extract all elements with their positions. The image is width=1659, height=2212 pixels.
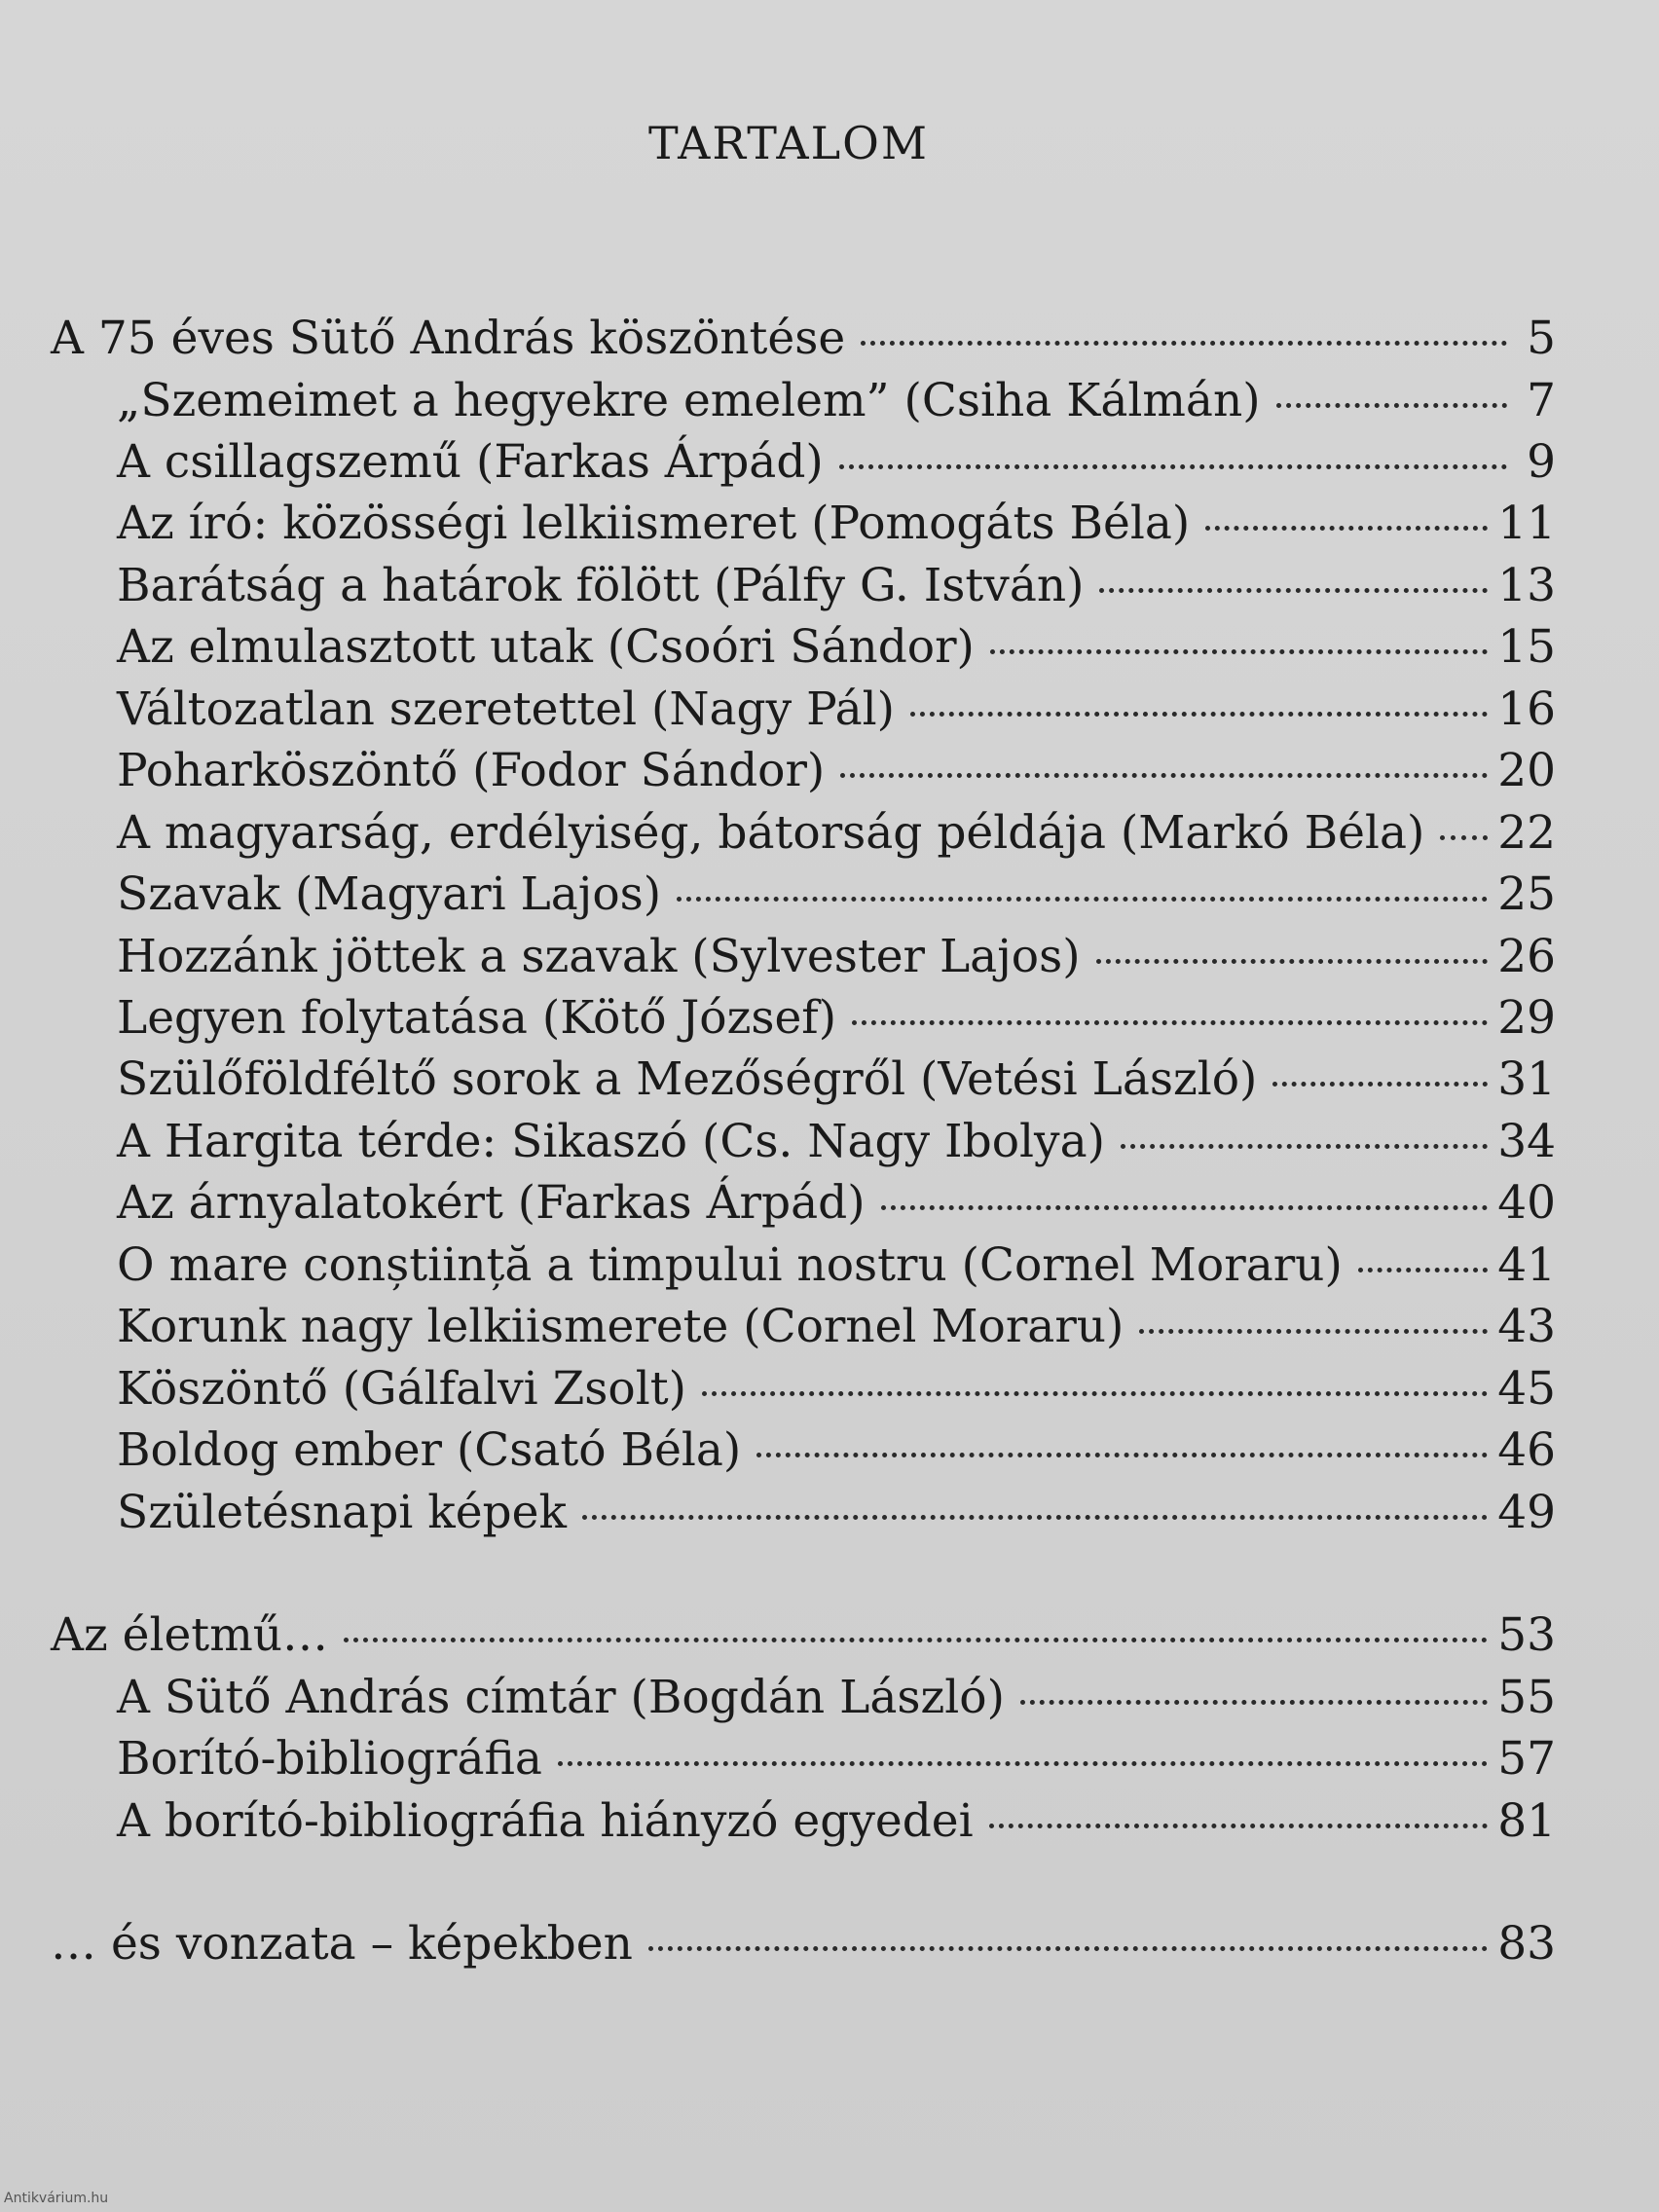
toc-entry-title: Az elmulasztott utak (Csoóri Sándor) (117, 620, 975, 674)
toc-entry (51, 310, 1556, 368)
toc-entry (117, 866, 1556, 924)
dot-leader (1020, 1700, 1488, 1705)
toc-page-number: 25 (1497, 867, 1556, 921)
toc-entry (117, 1669, 1556, 1727)
toc-entry-title: A magyarság, erdélyiség, bátorság példája (Markó Béla) (117, 806, 1425, 860)
toc-entry-title: Szavak (Magyari Lajos) (117, 867, 662, 921)
dot-leader (1358, 1268, 1488, 1272)
toc-entry-title: Poharköszöntő (Fodor Sándor) (117, 744, 826, 797)
dot-leader (881, 1205, 1489, 1210)
toc-entry-title: Változatlan szeretettel (Nagy Pál) (117, 682, 895, 736)
toc-entry (117, 433, 1556, 492)
dot-leader (1440, 835, 1488, 840)
toc-page-number: 26 (1497, 930, 1556, 983)
toc-entry (51, 1915, 1556, 1973)
toc-entry (117, 495, 1556, 553)
toc-entry (117, 1113, 1556, 1171)
toc-page-number: 45 (1497, 1362, 1556, 1416)
toc-entry (117, 989, 1556, 1048)
toc-page-number: 7 (1527, 374, 1556, 427)
toc-entry-title: A borító-bibliográfia hiányzó egyedei (117, 1794, 974, 1848)
toc-page-number: 31 (1497, 1052, 1556, 1106)
toc-page-number: 55 (1497, 1671, 1556, 1724)
toc-entry-title: Az életmű… (51, 1608, 329, 1662)
toc-page-number: 83 (1497, 1917, 1556, 1971)
toc-entry-title: Korunk nagy lelkiismerete (Cornel Moraru) (117, 1300, 1124, 1353)
dot-leader (1272, 1082, 1488, 1087)
toc-page-number: 29 (1497, 991, 1556, 1045)
toc-entry-title: A Sütő András címtár (Bogdán László) (117, 1671, 1005, 1724)
toc-entry (117, 742, 1556, 800)
dot-leader (990, 649, 1488, 654)
toc-entry-title: Boldog ember (Csató Béla) (117, 1423, 742, 1477)
toc-entry-title: Barátság a határok fölött (Pálfy G. István) (117, 559, 1085, 612)
toc-page-number: 49 (1497, 1486, 1556, 1539)
toc-page-number: 15 (1497, 620, 1556, 674)
toc-entry (117, 372, 1556, 430)
toc-page-number: 5 (1527, 312, 1556, 365)
toc-entry-title: „Szemeimet a hegyekre emelem” (Csiha Kálmán) (117, 374, 1261, 427)
dot-leader (1139, 1329, 1488, 1334)
toc-entry-title: Az árnyalatokért (Farkas Árpád) (117, 1176, 866, 1230)
dot-leader (702, 1391, 1488, 1396)
dot-leader (756, 1453, 1488, 1457)
dot-leader (852, 1020, 1488, 1025)
toc-page-number: 53 (1497, 1608, 1556, 1662)
toc-entry-title: Köszöntő (Gálfalvi Zsolt) (117, 1362, 686, 1416)
toc-entry (117, 804, 1556, 863)
dot-leader (677, 897, 1488, 902)
toc-entry (117, 557, 1556, 615)
dot-leader (1099, 588, 1488, 593)
dot-leader (582, 1515, 1488, 1520)
toc-entry (117, 1174, 1556, 1233)
toc-entry (117, 1236, 1556, 1295)
toc-entry (117, 1792, 1556, 1851)
toc-entry-title: Hozzánk jöttek a szavak (Sylvester Lajos) (117, 930, 1081, 983)
toc-entry (117, 1730, 1556, 1788)
toc-entry (117, 1421, 1556, 1480)
toc-entry (51, 1606, 1556, 1665)
dot-leader (1205, 526, 1488, 531)
toc-entry (117, 1051, 1556, 1109)
toc-entry (117, 1360, 1556, 1419)
toc-page-number: 46 (1497, 1423, 1556, 1477)
toc-entry (117, 1298, 1556, 1356)
toc-entry-title: … és vonzata – képekben (51, 1917, 633, 1971)
toc-page-number: 11 (1497, 497, 1556, 550)
toc-entry (117, 618, 1556, 677)
dot-leader (840, 773, 1488, 778)
dot-leader (1276, 403, 1507, 408)
toc-entry (117, 928, 1556, 986)
dot-leader (648, 1946, 1488, 1951)
toc-page-number: 81 (1497, 1794, 1556, 1848)
dot-leader (1096, 959, 1489, 964)
toc-entry-title: Szülőföldféltő sorok a Mezőségről (Vetési László) (117, 1052, 1258, 1106)
dot-leader (1121, 1144, 1488, 1149)
watermark-text: Antikvárium.hu (4, 2191, 109, 2206)
dot-leader (910, 712, 1488, 717)
dot-leader (344, 1638, 1488, 1642)
toc-entry-title: O mare conștiință a timpului nostru (Cornel Moraru) (117, 1238, 1343, 1292)
toc-entry-title: A Hargita térde: Sikaszó (Cs. Nagy Ibolya) (117, 1115, 1105, 1168)
toc-page-number: 20 (1497, 744, 1556, 797)
toc-page-number: 9 (1527, 435, 1556, 489)
toc-page-number: 57 (1497, 1732, 1556, 1786)
toc-page-number: 43 (1497, 1300, 1556, 1353)
toc-page-number: 22 (1497, 806, 1556, 860)
page-title: TARTALOM (648, 117, 929, 169)
toc-page-number: 40 (1497, 1176, 1556, 1230)
toc-entry-title: Legyen folytatása (Kötő József) (117, 991, 837, 1045)
toc-page-number: 16 (1497, 682, 1556, 736)
dot-leader (989, 1824, 1489, 1828)
toc-entry-title: A 75 éves Sütő András köszöntése (51, 312, 846, 365)
toc-entry (117, 1484, 1556, 1542)
toc-page-number: 34 (1497, 1115, 1556, 1168)
toc-page-number: 41 (1497, 1238, 1556, 1292)
toc-page-number: 13 (1497, 559, 1556, 612)
toc-entry-title: Születésnapi képek (117, 1486, 567, 1539)
dot-leader (839, 464, 1507, 469)
toc-entry-title: Borító-bibliográfia (117, 1732, 542, 1786)
dot-leader (861, 341, 1507, 346)
dot-leader (558, 1761, 1488, 1766)
toc-entry (117, 681, 1556, 739)
toc-entry-title: Az író: közösségi lelkiismeret (Pomogáts Béla) (117, 497, 1191, 550)
toc-entry-title: A csillagszemű (Farkas Árpád) (117, 435, 824, 489)
